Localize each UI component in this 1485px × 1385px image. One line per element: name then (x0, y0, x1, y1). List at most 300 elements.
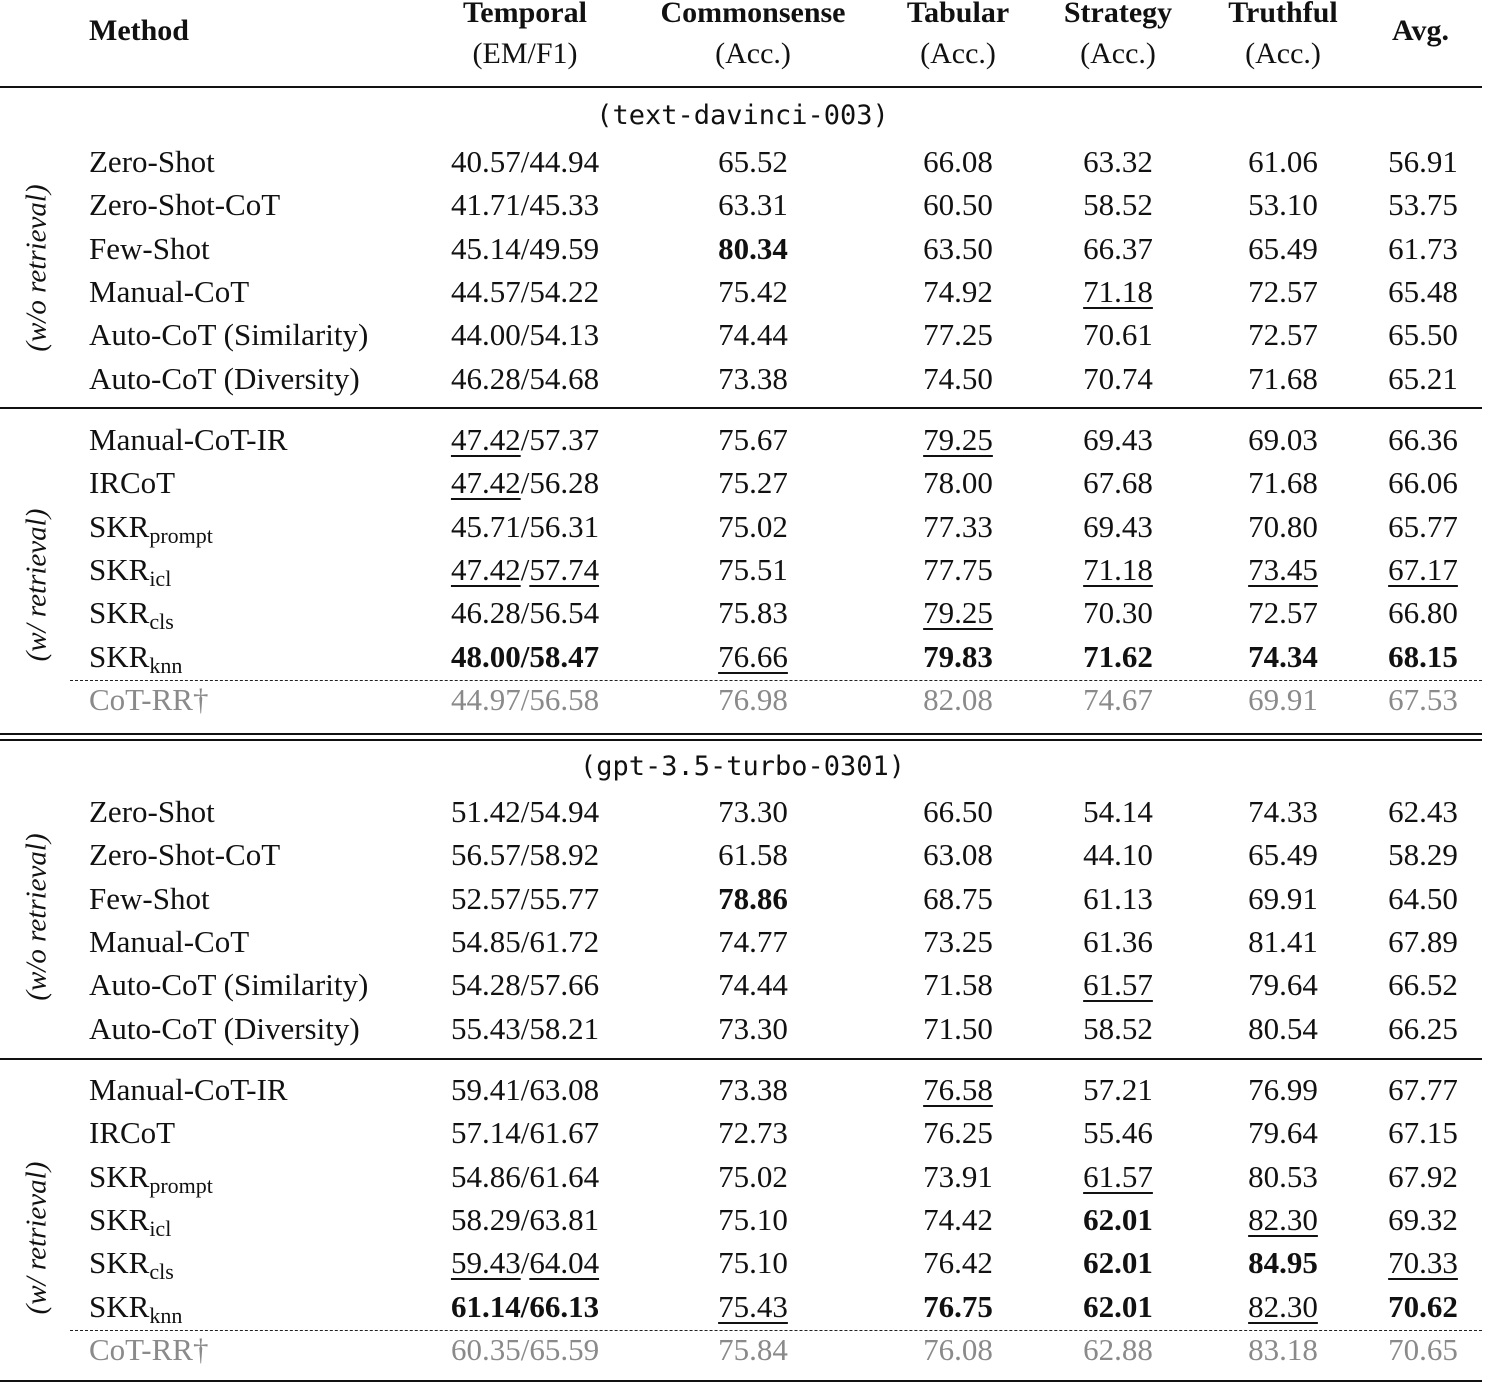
commonsense-cell (653, 920, 853, 963)
temporal-f1: 61.67 (529, 1115, 600, 1151)
truthful-value: 76.99 (1248, 1072, 1318, 1107)
truthful-value: 70.80 (1248, 508, 1318, 544)
temporal-f1: 54.13 (529, 317, 600, 353)
truthful-cell (1183, 1285, 1383, 1328)
table-header (0, 0, 1485, 88)
commonsense-cell (653, 183, 853, 226)
model-caption-1: (text-davinci-003) (596, 100, 889, 131)
rule-double-top (0, 733, 1482, 735)
method-cell (89, 461, 175, 504)
truthful-value: 53.10 (1248, 187, 1318, 223)
truthful-value: 71.68 (1248, 360, 1318, 396)
avg-value: 68.15 (1388, 638, 1458, 674)
temporal-cell (425, 1198, 625, 1241)
method-cell (89, 227, 210, 270)
avg-cell (1373, 1007, 1473, 1050)
method-name: Auto-CoT (Similarity) (89, 967, 369, 1003)
strategy-value: 61.57 (1083, 1158, 1153, 1194)
method-name: SKR (89, 595, 150, 631)
table-row (0, 357, 1485, 400)
truthful-cell (1183, 313, 1383, 356)
truthful-cell (1183, 1198, 1383, 1241)
header-commonsense-title: Commonsense (660, 0, 846, 29)
commonsense-cell (653, 591, 853, 634)
avg-cell (1373, 505, 1473, 548)
method-name: Manual-CoT-IR (89, 422, 288, 457)
method-name: IRCoT (89, 465, 176, 501)
strategy-value: 70.74 (1083, 360, 1153, 396)
table-row (0, 635, 1485, 678)
temporal-em: 60.35 (450, 1331, 521, 1367)
truthful-cell (1183, 418, 1383, 461)
commonsense-value: 63.31 (718, 187, 788, 223)
temporal-cell (425, 1241, 625, 1284)
temporal-f1: 63.81 (529, 1201, 600, 1237)
em-f1-separator: / (520, 144, 530, 179)
commonsense-value: 75.43 (718, 1288, 788, 1324)
header-tabular-title: Tabular (906, 0, 1010, 29)
truthful-cell (1183, 877, 1383, 920)
tabular-value: 74.42 (923, 1201, 993, 1237)
temporal-em: 44.97 (450, 681, 521, 717)
header-commonsense-unit: (Acc.) (715, 37, 791, 70)
temporal-f1: 61.72 (529, 923, 600, 959)
commonsense-cell (653, 1068, 853, 1111)
temporal-cell (425, 678, 625, 721)
temporal-cell (425, 1328, 625, 1371)
avg-value: 56.91 (1388, 144, 1458, 179)
truthful-cell (1183, 1328, 1383, 1371)
commonsense-cell (653, 790, 853, 833)
avg-cell (1373, 635, 1473, 678)
tabular-value: 78.00 (923, 465, 993, 501)
strategy-value: 61.13 (1083, 880, 1153, 916)
temporal-cell (425, 790, 625, 833)
avg-value: 70.33 (1388, 1245, 1458, 1281)
temporal-cell (425, 227, 625, 270)
em-f1-separator: / (520, 508, 530, 544)
table-row (0, 920, 1485, 963)
commonsense-cell (653, 833, 853, 876)
table-row (0, 227, 1485, 270)
header-strategy-unit: (Acc.) (1080, 37, 1156, 70)
avg-value: 53.75 (1388, 187, 1458, 223)
strategy-value: 54.14 (1083, 794, 1153, 829)
truthful-value: 73.45 (1248, 551, 1318, 587)
tabular-value: 82.08 (923, 681, 993, 717)
method-cell (89, 833, 280, 876)
table-row (0, 418, 1485, 461)
strategy-value: 57.21 (1083, 1072, 1153, 1107)
tabular-value: 68.75 (923, 880, 993, 916)
temporal-f1: 63.08 (529, 1072, 600, 1107)
temporal-cell (425, 548, 625, 591)
temporal-em: 52.57 (450, 880, 521, 916)
avg-value: 66.36 (1388, 422, 1458, 457)
temporal-em: 40.57 (450, 144, 521, 179)
temporal-em: 45.14 (450, 230, 521, 266)
commonsense-cell (653, 1328, 853, 1371)
method-cell (89, 678, 208, 721)
truthful-cell (1183, 357, 1383, 400)
commonsense-cell (653, 1155, 853, 1198)
avg-value: 67.17 (1388, 551, 1458, 587)
rule-bottom (0, 1380, 1482, 1382)
truthful-value: 79.64 (1248, 967, 1318, 1003)
strategy-value: 69.43 (1083, 422, 1153, 457)
temporal-em: 47.42 (450, 422, 521, 457)
table-row (0, 1285, 1485, 1328)
temporal-f1: 61.64 (529, 1158, 600, 1194)
avg-value: 65.77 (1388, 508, 1458, 544)
temporal-em: 54.86 (450, 1158, 521, 1194)
temporal-em: 61.14 (450, 1288, 521, 1324)
method-name: Auto-CoT (Diversity) (89, 1010, 360, 1046)
method-cell (89, 357, 360, 400)
temporal-f1: 55.77 (529, 880, 600, 916)
avg-cell (1373, 1111, 1473, 1154)
commonsense-value: 75.42 (718, 273, 788, 309)
strategy-value: 71.62 (1083, 638, 1153, 674)
temporal-f1: 58.21 (529, 1010, 600, 1046)
em-f1-separator: / (520, 317, 530, 353)
temporal-cell (425, 1068, 625, 1111)
table-row (0, 461, 1485, 504)
avg-cell (1373, 591, 1473, 634)
commonsense-cell (653, 1241, 853, 1284)
tabular-value: 71.50 (923, 1010, 993, 1046)
commonsense-value: 75.02 (718, 1158, 788, 1194)
temporal-f1: 57.74 (529, 551, 600, 587)
strategy-value: 58.52 (1083, 1010, 1153, 1046)
commonsense-value: 74.44 (718, 317, 788, 353)
method-name: Auto-CoT (Similarity) (89, 317, 369, 353)
method-name: SKR (89, 1288, 150, 1324)
em-f1-separator: / (520, 923, 530, 959)
em-f1-separator: / (520, 794, 530, 829)
header-strategy-title: Strategy (1063, 0, 1173, 29)
commonsense-cell (653, 313, 853, 356)
temporal-cell (425, 1111, 625, 1154)
strategy-value: 61.36 (1083, 923, 1153, 959)
truthful-cell (1183, 1155, 1383, 1198)
truthful-value: 72.57 (1248, 273, 1318, 309)
commonsense-value: 75.84 (718, 1331, 788, 1367)
truthful-value: 81.41 (1248, 923, 1318, 959)
temporal-em: 59.41 (450, 1072, 521, 1107)
avg-cell (1373, 548, 1473, 591)
temporal-cell (425, 1007, 625, 1050)
avg-value: 67.15 (1388, 1115, 1458, 1151)
avg-cell (1373, 183, 1473, 226)
avg-value: 58.29 (1388, 837, 1458, 873)
temporal-cell (425, 1155, 625, 1198)
temporal-cell (425, 505, 625, 548)
temporal-em: 45.71 (450, 508, 521, 544)
rule-section-3 (0, 1058, 1482, 1060)
temporal-f1: 65.59 (529, 1331, 600, 1367)
header-avg: Avg. (1392, 14, 1449, 47)
method-cell (89, 877, 210, 920)
em-f1-separator: / (520, 1072, 530, 1107)
temporal-f1: 54.68 (529, 360, 600, 396)
method-cell (89, 1155, 213, 1198)
temporal-f1: 54.22 (529, 273, 600, 309)
avg-value: 67.89 (1388, 923, 1458, 959)
table-row (0, 1198, 1485, 1241)
em-f1-separator: / (520, 1331, 530, 1367)
table-row (0, 591, 1485, 634)
temporal-f1: 58.92 (529, 837, 600, 873)
avg-value: 61.73 (1388, 230, 1458, 266)
commonsense-value: 76.98 (718, 681, 788, 717)
header-method: Method (89, 14, 189, 47)
strategy-value: 71.18 (1083, 273, 1153, 309)
temporal-cell (425, 140, 625, 183)
tabular-value: 66.50 (923, 794, 993, 829)
temporal-cell (425, 270, 625, 313)
method-name: IRCoT (89, 1115, 176, 1151)
avg-cell (1373, 790, 1473, 833)
truthful-cell (1183, 227, 1383, 270)
tabular-value: 79.83 (923, 638, 993, 674)
strategy-value: 63.32 (1083, 144, 1153, 179)
tabular-value: 63.08 (923, 837, 993, 873)
truthful-cell (1183, 963, 1383, 1006)
em-f1-separator: / (520, 273, 530, 309)
temporal-f1: 57.37 (529, 422, 600, 457)
em-f1-separator: / (520, 1288, 530, 1324)
method-cell (89, 1198, 171, 1241)
truthful-value: 82.30 (1248, 1201, 1318, 1237)
truthful-cell (1183, 678, 1383, 721)
temporal-cell (425, 591, 625, 634)
commonsense-value: 78.86 (718, 880, 788, 916)
header-truthful (1183, 0, 1383, 74)
commonsense-cell (653, 140, 853, 183)
em-f1-separator: / (520, 360, 530, 396)
strategy-value: 70.30 (1083, 595, 1153, 631)
avg-cell (1373, 461, 1473, 504)
table-row (0, 140, 1485, 183)
header-temporal-unit: (EM/F1) (472, 37, 578, 70)
table-row (0, 313, 1485, 356)
em-f1-separator: / (520, 880, 530, 916)
truthful-cell (1183, 183, 1383, 226)
tabular-value: 76.58 (923, 1072, 993, 1107)
method-subscript: icl (149, 1215, 172, 1241)
method-name: SKR (89, 638, 150, 674)
temporal-f1: 45.33 (529, 187, 600, 223)
strategy-value: 74.67 (1083, 681, 1153, 717)
temporal-em: 44.57 (450, 273, 521, 309)
truthful-value: 79.64 (1248, 1115, 1318, 1151)
temporal-em: 47.42 (450, 465, 521, 501)
avg-cell (1373, 1068, 1473, 1111)
avg-cell (1373, 1328, 1473, 1371)
truthful-cell (1183, 270, 1383, 313)
method-name: Manual-CoT-IR (89, 1072, 288, 1107)
temporal-em: 58.29 (450, 1201, 521, 1237)
strategy-value: 62.01 (1083, 1201, 1153, 1237)
truthful-cell (1183, 1007, 1383, 1050)
method-cell (89, 505, 213, 548)
method-name: SKR (89, 508, 150, 544)
method-cell (89, 920, 249, 963)
method-cell (89, 140, 215, 183)
table-row (0, 1155, 1485, 1198)
avg-value: 67.92 (1388, 1158, 1458, 1194)
truthful-cell (1183, 591, 1383, 634)
method-cell (89, 1241, 174, 1284)
avg-cell (1373, 270, 1473, 313)
temporal-cell (425, 183, 625, 226)
header-temporal-title: Temporal (463, 0, 587, 29)
em-f1-separator: / (520, 422, 530, 457)
method-cell (89, 635, 182, 678)
avg-value: 66.25 (1388, 1010, 1458, 1046)
em-f1-separator: / (520, 1245, 530, 1281)
header-truthful-title: Truthful (1228, 0, 1338, 29)
method-cell (89, 548, 171, 591)
commonsense-cell (653, 418, 853, 461)
method-cell (89, 1328, 208, 1371)
commonsense-cell (653, 1285, 853, 1328)
temporal-f1: 44.94 (529, 144, 600, 179)
temporal-cell (425, 418, 625, 461)
commonsense-value: 74.44 (718, 967, 788, 1003)
strategy-value: 71.18 (1083, 551, 1153, 587)
method-cell (89, 1285, 182, 1328)
avg-cell (1373, 313, 1473, 356)
avg-value: 69.32 (1388, 1201, 1458, 1237)
commonsense-value: 75.83 (718, 595, 788, 631)
truthful-value: 61.06 (1248, 144, 1318, 179)
temporal-f1: 64.04 (529, 1245, 600, 1281)
avg-cell (1373, 140, 1473, 183)
strategy-value: 58.52 (1083, 187, 1153, 223)
avg-value: 66.80 (1388, 595, 1458, 631)
truthful-cell (1183, 548, 1383, 591)
method-name: Few-Shot (89, 880, 210, 916)
strategy-value: 62.01 (1083, 1288, 1153, 1324)
truthful-value: 82.30 (1248, 1288, 1318, 1324)
method-subscript: prompt (149, 522, 213, 548)
table-row (0, 963, 1485, 1006)
truthful-value: 80.53 (1248, 1158, 1318, 1194)
method-subscript: cls (149, 609, 174, 635)
strategy-value: 55.46 (1083, 1115, 1153, 1151)
avg-value: 70.65 (1388, 1331, 1458, 1367)
table-row (0, 505, 1485, 548)
commonsense-cell (653, 270, 853, 313)
tabular-value: 63.50 (923, 230, 993, 266)
avg-cell (1373, 418, 1473, 461)
em-f1-separator: / (520, 638, 530, 674)
commonsense-value: 75.67 (718, 422, 788, 457)
method-name: CoT-RR† (89, 681, 209, 717)
commonsense-cell (653, 505, 853, 548)
temporal-f1: 56.31 (529, 508, 600, 544)
temporal-em: 48.00 (450, 638, 521, 674)
temporal-em: 46.28 (450, 360, 521, 396)
temporal-em: 54.85 (450, 923, 521, 959)
em-f1-separator: / (520, 967, 530, 1003)
em-f1-separator: / (520, 551, 530, 587)
avg-value: 62.43 (1388, 794, 1458, 829)
avg-cell (1373, 1241, 1473, 1284)
method-name: SKR (89, 551, 150, 587)
commonsense-value: 73.38 (718, 360, 788, 396)
method-cell (89, 183, 280, 226)
temporal-em: 55.43 (450, 1010, 521, 1046)
strategy-value: 44.10 (1083, 837, 1153, 873)
method-cell (89, 591, 174, 634)
temporal-em: 54.28 (450, 967, 521, 1003)
table-row (0, 183, 1485, 226)
avg-value: 67.77 (1388, 1072, 1458, 1107)
tabular-value: 74.50 (923, 360, 993, 396)
commonsense-value: 76.66 (718, 638, 788, 674)
tabular-value: 77.75 (923, 551, 993, 587)
avg-value: 65.50 (1388, 317, 1458, 353)
method-cell (89, 270, 249, 313)
em-f1-separator: / (520, 1158, 530, 1194)
tabular-value: 77.33 (923, 508, 993, 544)
temporal-cell (425, 635, 625, 678)
temporal-cell (425, 357, 625, 400)
commonsense-value: 72.73 (718, 1115, 788, 1151)
rule-header (0, 86, 1482, 88)
temporal-cell (425, 1285, 625, 1328)
commonsense-cell (653, 678, 853, 721)
table-row (0, 678, 1485, 721)
temporal-cell (425, 833, 625, 876)
commonsense-value: 75.51 (718, 551, 788, 587)
commonsense-cell (653, 548, 853, 591)
tabular-value: 73.91 (923, 1158, 993, 1194)
truthful-cell (1183, 461, 1383, 504)
truthful-value: 72.57 (1248, 595, 1318, 631)
temporal-em: 51.42 (450, 794, 521, 829)
em-f1-separator: / (520, 837, 530, 873)
commonsense-value: 61.58 (718, 837, 788, 873)
truthful-value: 71.68 (1248, 465, 1318, 501)
truthful-cell (1183, 920, 1383, 963)
commonsense-cell (653, 461, 853, 504)
temporal-em: 47.42 (450, 551, 521, 587)
tabular-value: 76.08 (923, 1331, 993, 1367)
tabular-value: 76.42 (923, 1245, 993, 1281)
model-caption-2: (gpt-3.5-turbo-0301) (579, 751, 906, 782)
em-f1-separator: / (520, 1115, 530, 1151)
em-f1-separator: / (520, 187, 530, 223)
method-name: SKR (89, 1201, 150, 1237)
strategy-value: 70.61 (1083, 317, 1153, 353)
method-name: Zero-Shot-CoT (89, 187, 281, 223)
method-name: Auto-CoT (Diversity) (89, 360, 360, 396)
temporal-f1: 66.13 (529, 1288, 600, 1324)
truthful-value: 65.49 (1248, 230, 1318, 266)
temporal-f1: 49.59 (529, 230, 600, 266)
commonsense-value: 65.52 (718, 144, 788, 179)
avg-value: 64.50 (1388, 880, 1458, 916)
method-name: SKR (89, 1245, 150, 1281)
commonsense-cell (653, 635, 853, 678)
truthful-value: 69.03 (1248, 422, 1318, 457)
method-name: SKR (89, 1158, 150, 1194)
rule-section-1 (0, 407, 1482, 409)
